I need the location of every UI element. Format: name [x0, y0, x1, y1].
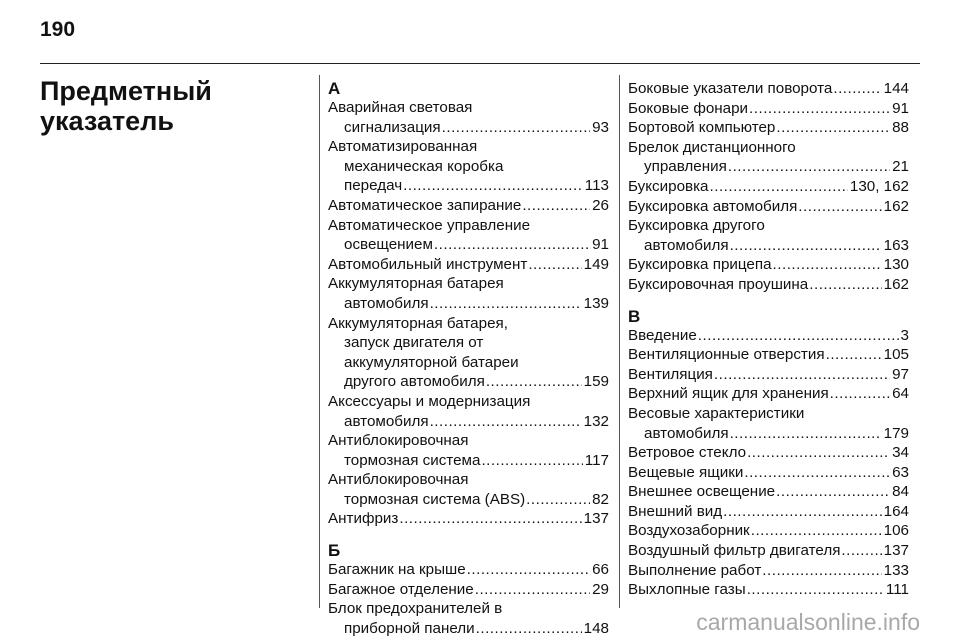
- index-page-ref: 162: [883, 197, 909, 215]
- index-page-ref: 91: [592, 236, 609, 254]
- index-entry-line: [328, 98, 609, 118]
- dot-leader: [526, 490, 590, 510]
- index-entry-line: [328, 470, 609, 490]
- index-entry-text: Вентиляционные отверстия: [628, 346, 825, 364]
- index-page-ref: 130: [883, 256, 909, 274]
- index-entry: [328, 619, 609, 639]
- index-entry-text: Введение: [628, 326, 697, 344]
- index-entry: [328, 176, 609, 196]
- dot-leader: [809, 275, 881, 295]
- index-entry: [328, 490, 609, 510]
- index-entry-text: Буксировка автомобиля: [628, 197, 798, 215]
- index-entry-line: [328, 353, 609, 373]
- index-entry-text: Вещевые ящики: [628, 463, 744, 481]
- index-entry: [628, 255, 909, 275]
- index-page-ref: 162: [883, 275, 909, 293]
- index-entry-line: [328, 431, 609, 451]
- index-page-ref: 132: [583, 412, 609, 430]
- dot-leader: [730, 424, 882, 444]
- index-entry: [628, 482, 909, 502]
- index-entry-text: Брелок дистанционного: [628, 138, 796, 156]
- dot-leader: [749, 99, 890, 119]
- index-entry-text: аккумуляторной батареи: [344, 353, 519, 371]
- index-page-ref: 64: [892, 385, 909, 403]
- index-page-ref: 163: [883, 236, 909, 254]
- index-entry-line: [328, 314, 609, 334]
- index-entry: [328, 372, 609, 392]
- dot-leader: [747, 580, 884, 600]
- index-entry-text: Весовые характеристики: [628, 404, 805, 422]
- index-entry-text: Выполнение работ: [628, 561, 762, 579]
- dot-leader: [744, 463, 890, 483]
- dot-leader: [522, 196, 590, 216]
- index-entry: [328, 294, 609, 314]
- index-page-ref: 137: [583, 510, 609, 528]
- index-page-ref: 66: [592, 561, 609, 579]
- index-page-ref: 106: [883, 522, 909, 540]
- index-entry-text: передач: [344, 177, 403, 195]
- index-entry-text: Буксировка: [628, 177, 709, 195]
- index-entry-line: [328, 216, 609, 236]
- index-entry: [328, 509, 609, 529]
- index-entry-text: освещением: [344, 236, 433, 254]
- index-entry: [628, 365, 909, 385]
- dot-leader: [830, 384, 890, 404]
- index-entry-text: автомобиля: [644, 424, 729, 442]
- index-entry-text: Багажное отделение: [328, 580, 474, 598]
- index-entry: [628, 79, 909, 99]
- dot-leader: [751, 521, 882, 541]
- index-entry-text: автомобиля: [644, 236, 729, 254]
- index-page-ref: 144: [883, 80, 909, 97]
- dot-leader: [710, 177, 848, 197]
- index-entry-line: [628, 404, 909, 424]
- index-entry: [628, 580, 909, 600]
- index-title-line-2: указатель: [40, 106, 174, 136]
- index-page-ref: 179: [883, 424, 909, 442]
- index-entry: [628, 561, 909, 581]
- index-entry-line: [328, 274, 609, 294]
- index-page-ref: 82: [592, 490, 609, 508]
- index-page-ref: 133: [883, 561, 909, 579]
- index-page-ref: 159: [583, 373, 609, 391]
- index-entry: [328, 255, 609, 275]
- index-entry-text: Воздушный фильтр двигателя: [628, 542, 841, 560]
- index-title-line-1: Предметный: [40, 76, 212, 106]
- dot-leader: [399, 509, 581, 529]
- dot-leader: [833, 79, 881, 99]
- index-entry-line: [328, 137, 609, 157]
- index-entry-text: Антиблокировочная: [328, 471, 469, 489]
- index-entry-text: тормозная система (ABS): [344, 490, 526, 508]
- index-title: [40, 76, 310, 136]
- index-entry: [328, 451, 609, 471]
- dot-leader: [475, 580, 590, 600]
- index-entry: [628, 424, 909, 444]
- dot-leader: [798, 197, 881, 217]
- dot-leader: [481, 451, 582, 471]
- index-entry-text: Буксировочная проушина: [628, 275, 809, 293]
- index-entry-text: Аккумуляторная батарея: [328, 275, 504, 293]
- index-page-ref: 84: [892, 483, 909, 501]
- index-entry-text: другого автомобиля: [344, 373, 485, 391]
- index-entry: [628, 197, 909, 217]
- index-page-ref: 148: [583, 619, 609, 637]
- dot-leader: [728, 157, 890, 177]
- index-page-ref: 111: [885, 581, 909, 599]
- dot-leader: [528, 255, 581, 275]
- index-entry-line: [328, 392, 609, 412]
- index-entry: [628, 118, 909, 138]
- dot-leader: [698, 326, 899, 346]
- index-entry-text: запуск двигателя от: [344, 334, 484, 352]
- index-letter-heading: Б: [328, 541, 341, 561]
- index-entry-text: Аккумуляторная батарея,: [328, 314, 508, 332]
- index-page-ref: 93: [592, 118, 609, 136]
- dot-leader: [486, 372, 582, 392]
- index-page-ref: 113: [584, 177, 609, 195]
- index-entry-text: Аксессуары и модернизация: [328, 392, 531, 410]
- index-entry-text: Автоматическое управление: [328, 216, 531, 234]
- index-page-ref: 149: [583, 255, 609, 273]
- column-divider-left: [319, 75, 320, 608]
- header-rule: [40, 63, 920, 64]
- dot-leader: [776, 118, 890, 138]
- dot-leader: [476, 619, 582, 639]
- index-page-ref: 139: [583, 294, 609, 312]
- index-column-1: [328, 79, 609, 638]
- dot-leader: [826, 345, 882, 365]
- dot-leader: [773, 255, 882, 275]
- index-page-ref: 91: [892, 99, 909, 117]
- index-entry-line: [328, 157, 609, 177]
- index-page-ref: 26: [592, 196, 609, 214]
- dot-leader: [403, 176, 583, 196]
- dot-leader: [430, 412, 582, 432]
- index-entry-text: Антифриз: [328, 510, 399, 528]
- index-entry-text: Автомобильный инструмент: [328, 255, 528, 273]
- index-entry: [628, 345, 909, 365]
- page-number: 190: [40, 18, 76, 41]
- index-entry-text: приборной панели: [344, 619, 475, 637]
- index-page-ref: 137: [883, 542, 909, 560]
- index-entry-line: [328, 599, 609, 619]
- dot-leader: [747, 443, 890, 463]
- index-page-ref: 97: [892, 365, 909, 383]
- index-entry: [628, 157, 909, 177]
- index-entry-text: Внешний вид: [628, 502, 723, 520]
- index-page-ref: 88: [892, 119, 909, 137]
- index-entry-text: Внешнее освещение: [628, 483, 776, 501]
- column-divider-right: [619, 75, 620, 608]
- index-entry-text: Боковые фонари: [628, 99, 749, 117]
- index-entry: [628, 177, 909, 197]
- index-entry-text: Бортовой компьютер: [628, 119, 776, 137]
- index-entry: [328, 560, 609, 580]
- dot-leader: [467, 560, 590, 580]
- dot-leader: [442, 118, 590, 138]
- index-page-ref: 29: [592, 580, 609, 598]
- dot-leader: [723, 502, 882, 522]
- index-entry: [328, 235, 609, 255]
- dot-leader: [762, 561, 881, 581]
- index-entry: [628, 326, 909, 346]
- index-entry-text: Автоматическое запирание: [328, 196, 522, 214]
- index-entry: [328, 580, 609, 600]
- index-letter-heading: В: [628, 306, 641, 326]
- index-entry-text: Верхний ящик для хранения: [628, 385, 829, 403]
- index-entry-line: [328, 333, 609, 353]
- index-page-ref: 164: [883, 502, 909, 520]
- index-entry: [628, 463, 909, 483]
- index-page-ref: 117: [584, 451, 609, 469]
- index-entry: [628, 384, 909, 404]
- index-page-ref: 105: [883, 346, 909, 364]
- index-page-ref: 3: [900, 326, 909, 344]
- index-entry-line: [628, 138, 909, 158]
- index-entry-text: Буксировка другого: [628, 217, 765, 235]
- index-entry-text: Аварийная световая: [328, 99, 473, 116]
- index-entry-line: [628, 216, 909, 236]
- index-entry: [628, 236, 909, 256]
- dot-leader: [430, 294, 582, 314]
- index-column-2: [628, 79, 909, 600]
- index-entry-text: Багажник на крыше: [328, 561, 466, 579]
- watermark: carmanualsonline.info: [696, 609, 920, 635]
- index-entry-text: Ветровое стекло: [628, 444, 747, 462]
- index-page-ref: 34: [892, 444, 909, 462]
- index-entry-text: автомобиля: [344, 294, 429, 312]
- index-letter-heading: А: [328, 79, 341, 98]
- index-entry-text: автомобиля: [344, 412, 429, 430]
- index-entry: [628, 521, 909, 541]
- index-entry-text: Боковые указатели поворота: [628, 80, 833, 97]
- dot-leader: [714, 365, 890, 385]
- index-entry-text: Выхлопные газы: [628, 581, 746, 599]
- index-entry: [328, 196, 609, 216]
- dot-leader: [841, 541, 881, 561]
- index-entry-text: Автоматизированная: [328, 138, 478, 156]
- index-entry-text: Антиблокировочная: [328, 432, 469, 450]
- index-entry: [628, 541, 909, 561]
- index-page-ref: 21: [892, 158, 909, 176]
- index-entry: [628, 502, 909, 522]
- index-entry-text: управления: [644, 158, 727, 176]
- dot-leader: [434, 235, 590, 255]
- index-entry-text: Воздухозаборник: [628, 522, 750, 540]
- index-entry-text: механическая коробка: [344, 157, 504, 175]
- index-entry-text: сигнализация: [344, 118, 441, 136]
- index-entry-text: Вентиляция: [628, 365, 713, 383]
- index-entry-text: тормозная система: [344, 451, 481, 469]
- index-page-ref: 130, 162: [849, 177, 909, 195]
- index-entry-text: Буксировка прицепа: [628, 256, 772, 274]
- index-entry-text: Блок предохранителей в: [328, 600, 503, 618]
- index-page-ref: 63: [892, 463, 909, 481]
- index-entry: [328, 412, 609, 432]
- index-entry: [628, 443, 909, 463]
- index-entry: [628, 275, 909, 295]
- index-entry: [628, 99, 909, 119]
- dot-leader: [730, 236, 882, 256]
- index-entry: [328, 118, 609, 138]
- dot-leader: [776, 482, 890, 502]
